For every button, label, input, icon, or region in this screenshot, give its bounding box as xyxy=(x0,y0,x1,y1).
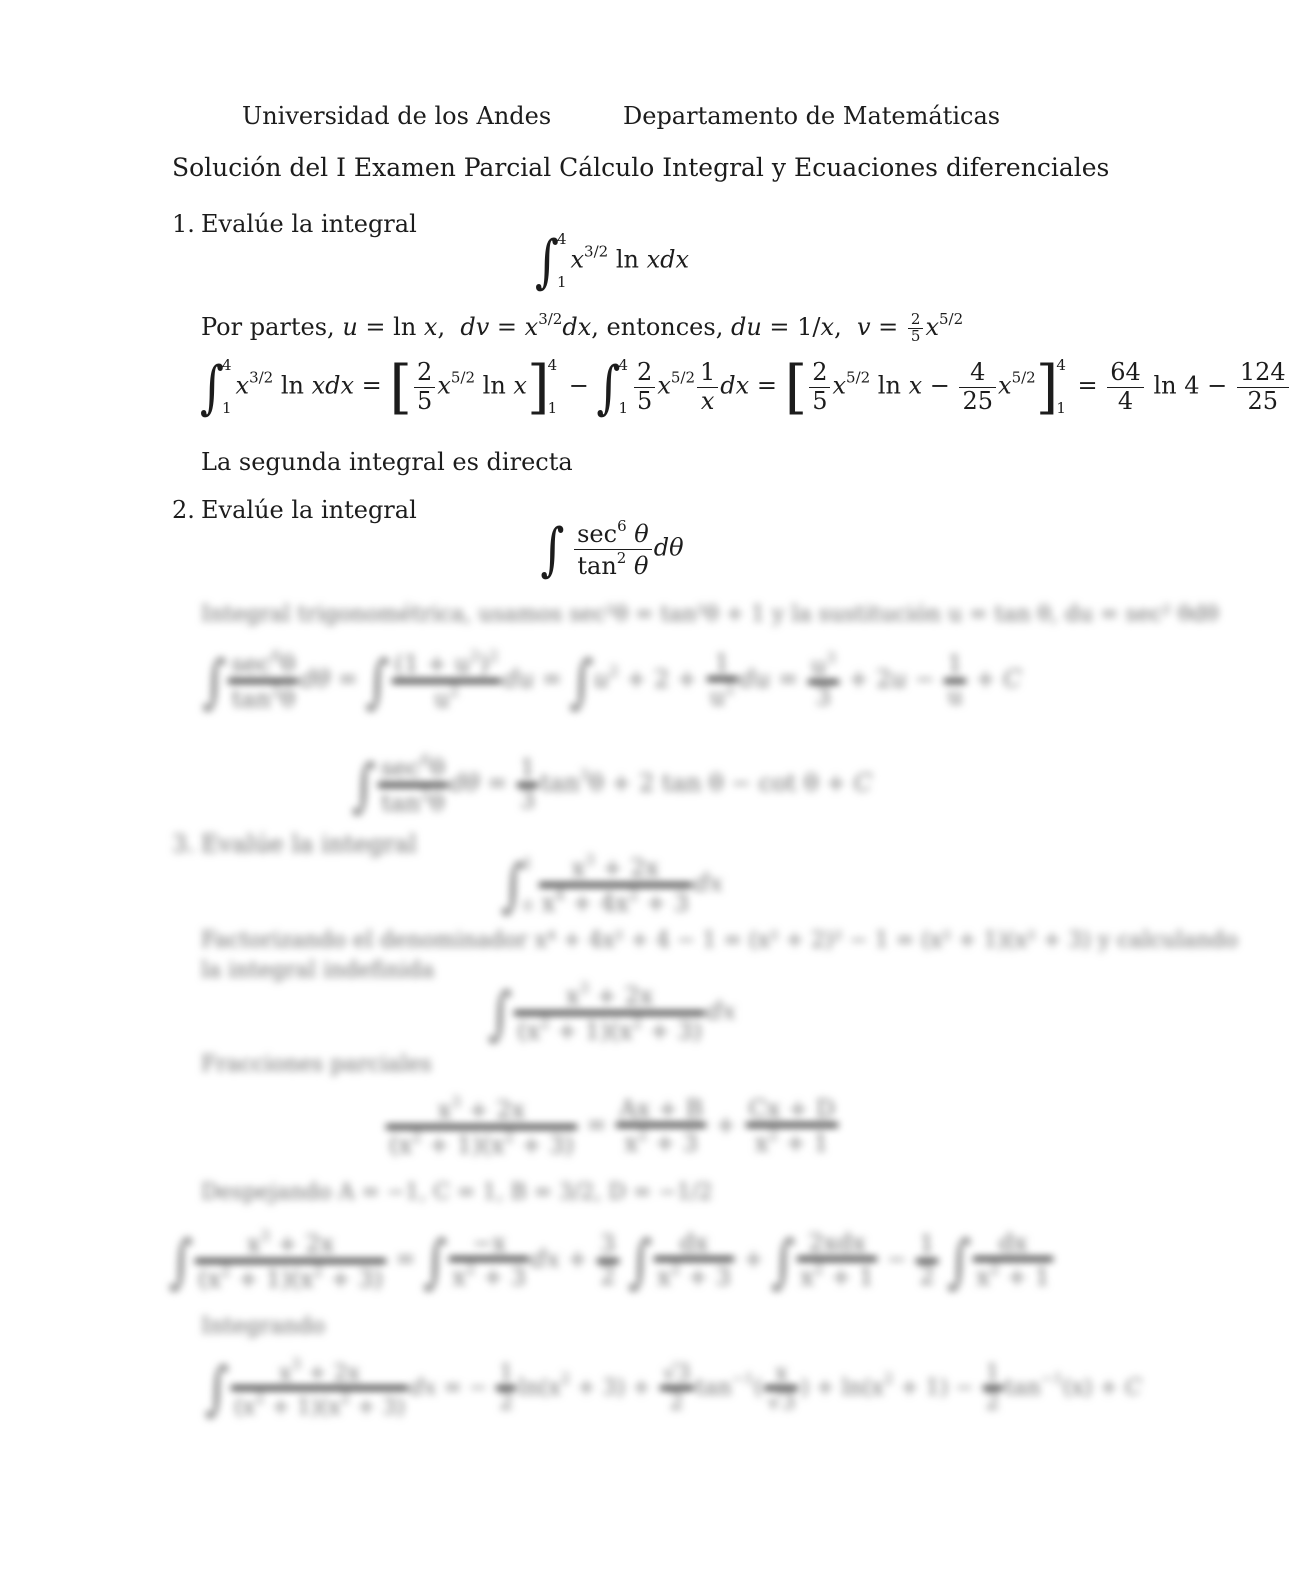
method-lead: Por partes, xyxy=(201,313,335,341)
problem-2-method: Integral trigonométrica, usamos sec²θ = tan²θ + 1 y la sustitución u = tan θ, du = sec² θdθ xyxy=(201,602,1219,627)
problem-3-indefinite-integral: ∫ $\frac{x^3 + 2x}{(x^2 + 1)(x^2 + 3)}$ dx xyxy=(488,978,736,1047)
department-name: Departamento de Matemáticas xyxy=(623,102,1001,130)
problem-3-partial-fractions: $\frac{x^3 + 2x}{(x^2 + 1)(x^2 + 3)}$ = $\frac{Ax + B}{x^2 + 3}$ + $\frac{Cx + D}{x^2 + 1}$ xyxy=(0,1094,1224,1159)
problem-1-by-parts-equation: ∫ 4 1 $x^{3/2}$ ln xdx = [ $\frac{2}{5}$ $x^{5/2}$ ln x] 4 1 − ∫ 4 1 $\frac{2}{5}$ $x^{5/2}$ $\frac{1}{x}$ dx = [ $\frac{2}{5}$ $x^{5/2}$ ln x − $\frac{4}{25}$ $x^{5/2}$] 4 1 = $\frac{64}{4}$ ln 4 − $\frac{124}{25}$ xyxy=(200,358,1291,416)
problem-3-number: 3. xyxy=(172,830,195,858)
problem-3-method-cont: la integral indefinida xyxy=(201,958,435,983)
problem-3-solve-label: Despejando A = −1, C = 1, B = 3/2, D = −1/2 xyxy=(201,1180,713,1205)
university-name: Universidad de los Andes xyxy=(242,102,552,130)
problem-2-result: ∫ $\frac{\sec^6\theta}{\tan^2\theta}$ dθ = $\frac{1}{3}$ $\tan^3\theta + 2$ tan θ − cot θ + C xyxy=(351,750,873,819)
problem-3-partial-label: Fracciones parciales xyxy=(201,1052,432,1077)
problem-3-final-result: ∫ $\frac{x^3 + 2x}{(x^2 + 1)(x^2 + 3)}$ dx = − $\frac{1}{2}$ $\ln(x^2 + 3)$ + $\frac{√3}{2}$ $\tan^{-1}$( $\frac{x}{√3}$ ) + $\ln(x^2 + 1)$ − $\frac{1}{2}$ $\tan^{-1}(x) + C$ xyxy=(205,1354,1142,1423)
problem-3-method: Factorizando el denominador x⁴ + 4x² + 4 − 1 = (x² + 2)² − 1 = (x² + 1)(x² + 3) y calculando xyxy=(201,928,1238,953)
page-title: Solución del I Examen Parcial Cálculo Integral y Ecuaciones diferenciales xyxy=(172,153,1110,182)
problem-1-integral: ∫ 4 1 $x^{3/2}$ ln xdx xyxy=(534,227,690,295)
problem-2-substitution-equation: ∫ $\frac{\sec^6\theta}{\tan^2\theta}$ dθ = ∫ $\frac{(1 + u^2)^2}{u^2}$ du = $\int u^2 + 2$ + $\frac{1}{u^2}$ du = $\frac{u^3}{3}$ + 2u − $\frac{1}{u}$ + C xyxy=(202,646,1022,715)
method-tail: entonces, xyxy=(606,313,724,341)
problem-2-integral: ∫ $\frac{\sec^6 \theta}{\tan^2 \theta}$ dθ xyxy=(540,515,684,583)
problem-3-integral: ∫ 1 0 $\frac{x^3 + 2x}{x^4 + 4x^2 + 3}$ dx xyxy=(501,850,723,919)
problem-2-number: 2. xyxy=(172,496,195,524)
problem-3-prompt: Evalúe la integral xyxy=(201,830,417,858)
problem-1-note: La segunda integral es directa xyxy=(201,448,573,476)
problem-2-prompt: Evalúe la integral xyxy=(201,496,417,524)
problem-3-integrating-label: Integrando xyxy=(201,1314,325,1339)
problem-3-split-integral: ∫ $\frac{x^3 + 2x}{(x^2 + 1)(x^2 + 3)}$ = ∫ $\frac{-x}{x^2 + 3}$ dx + $\frac{3}{2}$ ∫ $\frac{dx}{x^2 + 3}$ + ∫ $\frac{\text{2xdx}}{x^2 + 1}$ − $\frac{1}{2}$ ∫ $\frac{dx}{x^2 + 1}$ xyxy=(0,1228,1224,1293)
problem-1-method: Por partes, u = ln x, dv = $x^{3/2}dx$, entonces, du = 1/x, v = $\frac{2}{5}$ $x^{5/2}$ xyxy=(201,310,964,345)
problem-1-number: 1. xyxy=(172,210,195,238)
problem-1-prompt: Evalúe la integral xyxy=(201,210,417,238)
